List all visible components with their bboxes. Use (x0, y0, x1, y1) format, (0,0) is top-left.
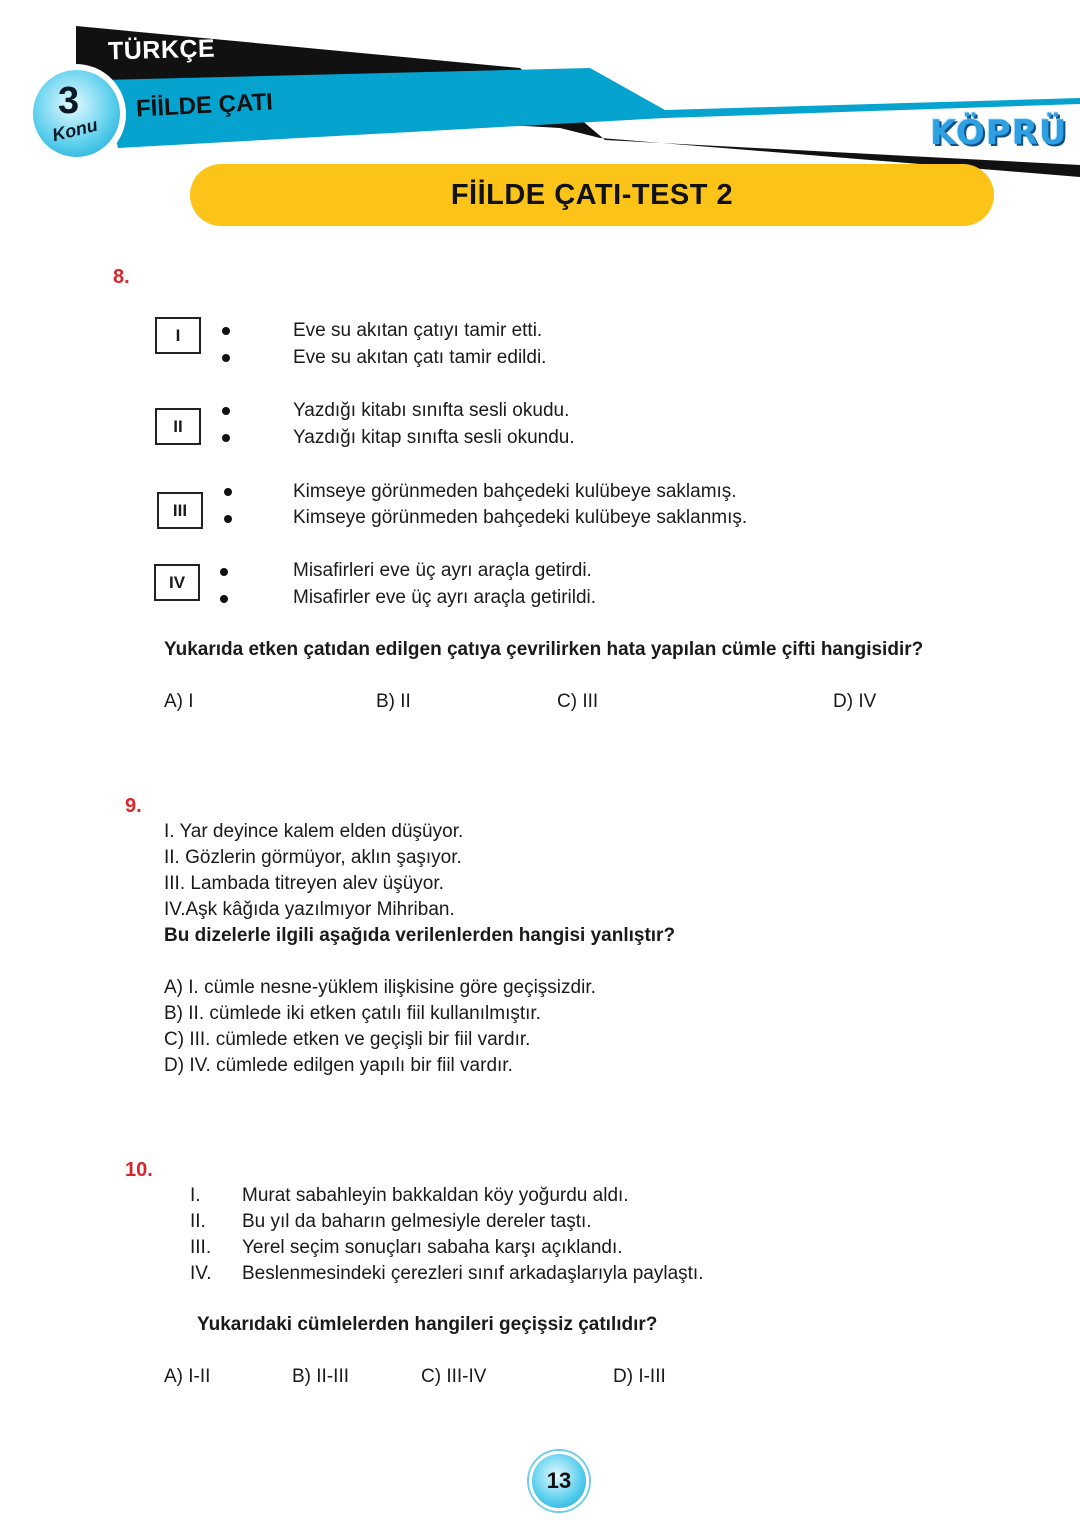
bullet (222, 327, 230, 335)
bullet (222, 354, 230, 362)
option-d[interactable]: D) IV (833, 691, 877, 712)
question-8-number: 8. (113, 266, 130, 288)
question-10-number: 10. (125, 1159, 153, 1181)
item-roman: IV. (190, 1263, 212, 1284)
bullet (220, 595, 228, 603)
option-a[interactable]: A) I (164, 691, 194, 712)
option-b[interactable]: B) II (376, 691, 411, 712)
pair-sentence-passive: Yazdığı kitap sınıfta sesli okundu. (293, 427, 575, 448)
bullet (224, 488, 232, 496)
item-roman: I. (190, 1185, 201, 1206)
item-sentence: Beslenmesindeki çerezleri sınıf arkadaşlarıyla paylaştı. (242, 1263, 704, 1284)
pair-sentence-active: Kimseye görünmeden bahçedeki kulübeye saklamış. (293, 481, 737, 502)
option-c[interactable]: C) III. cümlede etken ve geçişli bir fiil vardır. (164, 1029, 531, 1050)
option-a[interactable]: A) I-II (164, 1366, 211, 1387)
test-title-banner (190, 164, 994, 226)
option-d[interactable]: D) I-III (613, 1366, 666, 1387)
option-c[interactable]: C) III-IV (421, 1366, 487, 1387)
question-10-prompt: Yukarıdaki cümlelerden hangileri geçişsiz çatılıdır? (197, 1314, 658, 1335)
test-title: FİİLDE ÇATI-TEST 2 (450, 178, 734, 211)
pair-sentence-passive: Kimseye görünmeden bahçedeki kulübeye saklanmış. (293, 507, 748, 528)
pair-sentence-active: Misafirleri eve üç ayrı araçla getirdi. (293, 560, 592, 581)
item-roman: III. (190, 1237, 212, 1258)
verse-line: I. Yar deyince kalem elden düşüyor. (164, 821, 464, 842)
verse-line: II. Gözlerin görmüyor, aklın şaşıyor. (164, 847, 462, 868)
konu-label: Konu (50, 114, 100, 146)
option-c[interactable]: C) III (557, 691, 599, 712)
question-9-number: 9. (125, 795, 142, 817)
pair-sentence-passive: Eve su akıtan çatı tamir edildi. (293, 347, 547, 368)
pair-label-box: I (155, 317, 201, 354)
pair-label-box: III (157, 492, 203, 529)
item-roman: II. (190, 1211, 206, 1232)
item-sentence: Murat sabahleyin bakkaldan köy yoğurdu aldı. (242, 1185, 629, 1206)
page-number-badge (529, 1451, 589, 1511)
pair-sentence-passive: Misafirler eve üç ayrı araçla getirildi. (293, 587, 597, 608)
option-b[interactable]: B) II. cümlede iki etken çatılı fiil kullanılmıştır. (164, 1003, 541, 1024)
verse-line: III. Lambada titreyen alev üşüyor. (164, 873, 444, 894)
item-sentence: Yerel seçim sonuçları sabaha karşı açıklandı. (242, 1237, 623, 1258)
option-d[interactable]: D) IV. cümlede edilgen yapılı bir fiil vardır. (164, 1055, 513, 1076)
pair-label-box: IV (154, 564, 200, 601)
bullet (220, 568, 228, 576)
option-b[interactable]: B) II-III (292, 1366, 349, 1387)
pair-sentence-active: Eve su akıtan çatıyı tamir etti. (293, 320, 543, 341)
topic-label: FİİLDE ÇATI (135, 88, 274, 123)
konu-number: 3 (58, 80, 80, 122)
bullet (222, 407, 230, 415)
subject-label: TÜRKÇE (107, 34, 216, 66)
pair-sentence-active: Yazdığı kitabı sınıfta sesli okudu. (293, 400, 570, 421)
verse-line: IV.Aşk kâğıda yazılmıyor Mihriban. (164, 899, 455, 920)
page-number: 13 (546, 1468, 572, 1493)
pair-label-box: II (155, 408, 201, 445)
question-8-prompt: Yukarıda etken çatıdan edilgen çatıya çevrilirken hata yapılan cümle çifti hangisidir? (164, 639, 924, 660)
bullet (222, 434, 230, 442)
brand-logo: KÖPRÜ (930, 113, 1068, 153)
option-a[interactable]: A) I. cümle nesne-yüklem ilişkisine göre geçişsizdir. (164, 977, 596, 998)
question-9-prompt: Bu dizelerle ilgili aşağıda verilenlerden hangisi yanlıştır? (164, 925, 676, 946)
bullet (224, 515, 232, 523)
item-sentence: Bu yıl da baharın gelmesiyle dereler taştı. (242, 1211, 592, 1232)
